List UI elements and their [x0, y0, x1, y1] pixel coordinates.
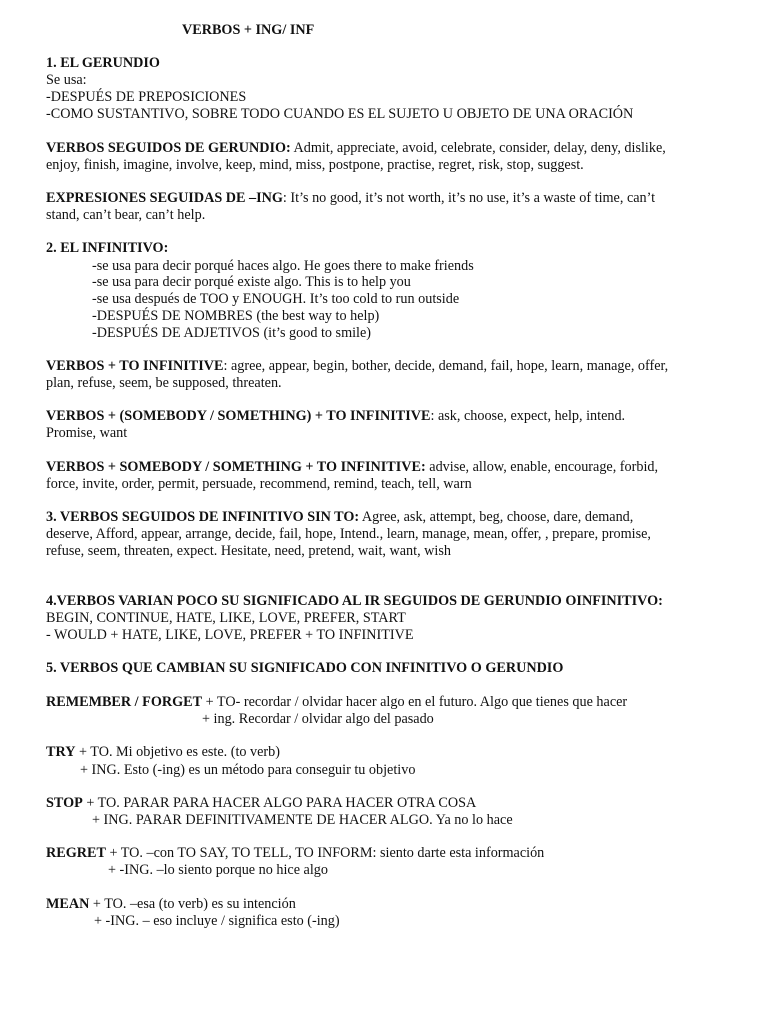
- infinitive-group3-line: [46, 459, 658, 476]
- gerund-use-item: -COMO SUSTANTIVO, SOBRE TODO CUANDO ES EL SUJETO U OBJETO DE UNA ORACIÓN: [46, 106, 634, 122]
- without-to-text: deserve, Afford, appear, arrange, decide, fail, hope, Intend., learn, manage, mean, offer, , prepare, promise,: [46, 526, 651, 542]
- change-item-verb: STOP: [46, 795, 83, 811]
- gerund-verbs-heading: VERBOS SEGUIDOS DE GERUNDIO:: [46, 140, 291, 156]
- change-item-to-line: [46, 845, 544, 862]
- change-item-verb: MEAN: [46, 896, 90, 912]
- gerund-use-item: -DESPUÉS DE PREPOSICIONES: [46, 89, 247, 105]
- infinitive-use-item: -se usa para decir porqué haces algo. He goes there to make friends: [92, 258, 474, 274]
- gerund-verbs-text: enjoy, finish, imagine, involve, keep, mind, miss, postpone, practise, regret, risk, stop, suggest.: [46, 157, 584, 173]
- infinitive-use-item: -DESPUÉS DE NOMBRES (the best way to help): [92, 308, 380, 324]
- change-item-to-line: [46, 694, 627, 711]
- gerund-verbs-text: Admit, appreciate, avoid, celebrate, consider, delay, deny, dislike,: [290, 140, 666, 156]
- infinitive-group2-heading: VERBOS + (SOMEBODY / SOMETHING) + TO INFINITIVE: [46, 408, 431, 424]
- change-item-ing-text: + ING. PARAR DEFINITIVAMENTE DE HACER ALGO. Ya no lo hace: [92, 812, 513, 828]
- without-to-line: [46, 509, 633, 526]
- little-change-text: BEGIN, CONTINUE, HATE, LIKE, LOVE, PREFER, START: [46, 610, 406, 626]
- infinitive-group1-heading: VERBOS + TO INFINITIVE: [46, 358, 224, 374]
- infinitive-group3-heading: VERBOS + SOMEBODY / SOMETHING + TO INFINITIVE:: [46, 459, 426, 475]
- change-item-to-text: + TO. Mi objetivo es este. (to verb): [75, 744, 280, 760]
- change-item-to-text: + TO- recordar / olvidar hacer algo en el futuro. Algo que tienes que hacer: [202, 694, 628, 710]
- infinitive-use-item: -se usa para decir porqué existe algo. This is to help you: [92, 274, 411, 290]
- change-item-ing-text: + -ING. – eso incluye / significa esto (-ing): [94, 913, 340, 929]
- infinitive-group3-text: advise, allow, enable, encourage, forbid,: [425, 459, 659, 475]
- section-infinitive-heading: 2. EL INFINITIVO:: [46, 240, 169, 256]
- infinitive-group2-text: : ask, choose, expect, help, intend.: [430, 408, 626, 424]
- infinitive-group2-text: Promise, want: [46, 425, 128, 441]
- section-little-change-heading: 4.VERBOS VARIAN POCO SU SIGNIFICADO AL IR SEGUIDOS DE GERUNDIO OINFINITIVO:: [46, 593, 663, 609]
- change-item-verb: REMEMBER / FORGET: [46, 694, 203, 710]
- change-item-verb: TRY: [46, 744, 76, 760]
- without-to-text: refuse, seem, threaten, expect. Hesitate, need, pretend, wait, want, wish: [46, 543, 451, 559]
- section-without-to-heading: 3. VERBOS SEGUIDOS DE INFINITIVO SIN TO:: [46, 509, 360, 525]
- section-change-heading: 5. VERBOS QUE CAMBIAN SU SIGNIFICADO CON INFINITIVO O GERUNDIO: [46, 660, 564, 676]
- gerund-expressions-line: [46, 190, 655, 207]
- section-gerund-heading: 1. EL GERUNDIO: [46, 55, 160, 71]
- change-item-ing-text: + ING. Esto (-ing) es un método para conseguir tu objetivo: [80, 762, 416, 778]
- gerund-expressions-text: stand, can’t bear, can’t help.: [46, 207, 206, 223]
- gerund-usage-label: Se usa:: [46, 72, 87, 88]
- change-item-to-line: [46, 795, 476, 812]
- infinitive-group2-line: [46, 408, 625, 425]
- infinitive-group1-text: : agree, appear, begin, bother, decide, demand, fail, hope, learn, manage, offer,: [223, 358, 669, 374]
- infinitive-use-item: -se usa después de TOO y ENOUGH. It’s too cold to run outside: [92, 291, 460, 307]
- change-item-to-text: + TO. PARAR PARA HACER ALGO PARA HACER OTRA COSA: [82, 795, 477, 811]
- infinitive-group1-text: plan, refuse, seem, be supposed, threaten.: [46, 375, 282, 391]
- gerund-expressions-text: : It’s no good, it’s not worth, it’s no use, it’s a waste of time, can’t: [282, 190, 656, 206]
- change-item-to-line: [46, 744, 280, 761]
- change-item-ing-text: + ing. Recordar / olvidar algo del pasado: [202, 711, 434, 727]
- little-change-text: - WOULD + HATE, LIKE, LOVE, PREFER + TO INFINITIVE: [46, 627, 414, 643]
- change-item-to-text: + TO. –esa (to verb) es su intención: [89, 896, 296, 912]
- gerund-expressions-heading: EXPRESIONES SEGUIDAS DE –ING: [46, 190, 283, 206]
- change-item-to-text: + TO. –con TO SAY, TO TELL, TO INFORM: siento darte esta información: [105, 845, 545, 861]
- without-to-text: Agree, ask, attempt, beg, choose, dare, demand,: [359, 509, 634, 525]
- change-item-verb: REGRET: [46, 845, 106, 861]
- change-item-ing-text: + -ING. –lo siento porque no hice algo: [108, 862, 328, 878]
- gerund-verbs-line: [46, 140, 666, 157]
- infinitive-group1-line: [46, 358, 668, 375]
- infinitive-group3-text: force, invite, order, permit, persuade, recommend, remind, teach, tell, warn: [46, 476, 472, 492]
- infinitive-use-item: -DESPUÉS DE ADJETIVOS (it’s good to smile): [92, 325, 372, 341]
- change-item-to-line: [46, 896, 296, 913]
- document-title: VERBOS + ING/ INF: [182, 22, 315, 38]
